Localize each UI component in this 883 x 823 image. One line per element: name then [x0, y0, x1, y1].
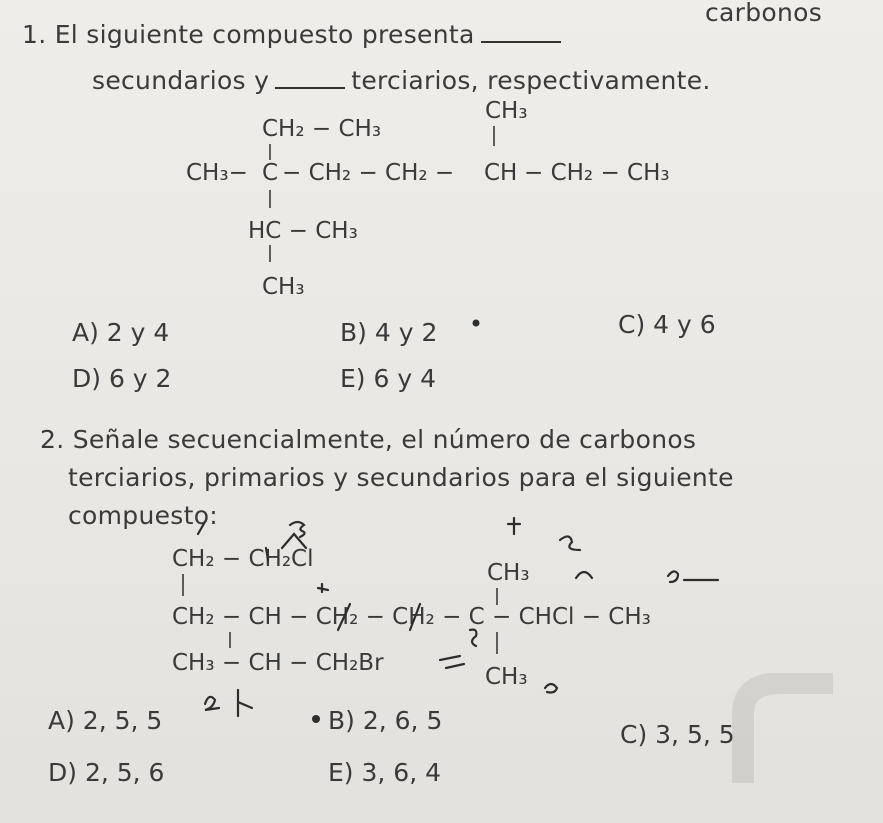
handwritten-mark-10 — [318, 584, 328, 592]
q1-option-e[interactable]: E) 6 y 4 — [340, 364, 436, 393]
q1-top-right-branch: CH₃ — [485, 98, 528, 124]
q2-bottom-left: CH₃ − CH − CH₂Br — [172, 650, 384, 676]
q2-bottom-right: CH₃ — [485, 664, 528, 690]
q1-option-a[interactable]: A) 2 y 4 — [72, 318, 170, 347]
q1-lower-branch: HC − CH₃ — [248, 218, 358, 244]
q1-line1-text: 1. El siguiente compuesto presenta — [22, 20, 475, 49]
q2-line3: compuesto: — [68, 501, 219, 530]
q1-option-c[interactable]: C) 4 y 6 — [618, 310, 716, 339]
q1-line2-text-b: terciarios, respectivamente. — [351, 66, 711, 95]
handwritten-mark-9 — [238, 690, 252, 716]
q1-main-left: CH₃− — [186, 160, 248, 186]
q1-option-b[interactable]: B) 4 y 2 — [340, 318, 438, 347]
answer-dot-2 — [312, 715, 320, 723]
handwritten-mark-8 — [205, 697, 219, 710]
handwritten-mark-3 — [560, 536, 580, 550]
q1-main-c: C — [262, 160, 279, 186]
answer-dot-1 — [473, 320, 480, 327]
handwritten-equals — [440, 656, 464, 668]
handwritten-mark-5 — [576, 572, 592, 578]
q2-option-c[interactable]: C) 3, 5, 5 — [620, 720, 735, 749]
q1-top-branch: CH₂ − CH₃ — [262, 116, 382, 142]
q1-line1-end: carbonos — [705, 0, 823, 27]
q2-top-right: CH₃ — [487, 560, 530, 586]
q1-option-d[interactable]: D) 6 y 2 — [72, 364, 172, 393]
q2-option-a[interactable]: A) 2, 5, 5 — [48, 706, 163, 735]
q1-main-end: − CH₂ − CH₃ — [524, 160, 670, 186]
handwritten-mark-2 — [508, 518, 520, 534]
handwritten-mark-4 — [668, 571, 718, 582]
q2-line2: terciarios, primarios y secundarios para el siguiente — [68, 463, 734, 492]
handwritten-mark-7 — [545, 684, 557, 693]
q2-middle: CH₂ − CH − CH₂ − CH₂ − C − CHCl − CH₃ — [172, 604, 651, 630]
q2-top-left: CH₂ − CH₂Cl — [172, 546, 314, 572]
q2-option-d[interactable]: D) 2, 5, 6 — [48, 758, 165, 787]
q1-main-rest: − CH₂ − CH₂ − — [282, 160, 455, 186]
q2-line1: 2. Señale secuencialmente, el número de carbonos — [40, 425, 697, 454]
q2-option-e[interactable]: E) 3, 6, 4 — [328, 758, 442, 787]
q1-line2-text-a: secundarios y — [92, 66, 270, 95]
q1-bottom: CH₃ — [262, 274, 305, 300]
watermark-logo — [723, 673, 863, 793]
handwritten-mark-6 — [470, 630, 476, 646]
q2-option-b[interactable]: B) 2, 6, 5 — [328, 706, 443, 735]
q1-main-ch: CH — [484, 160, 518, 186]
